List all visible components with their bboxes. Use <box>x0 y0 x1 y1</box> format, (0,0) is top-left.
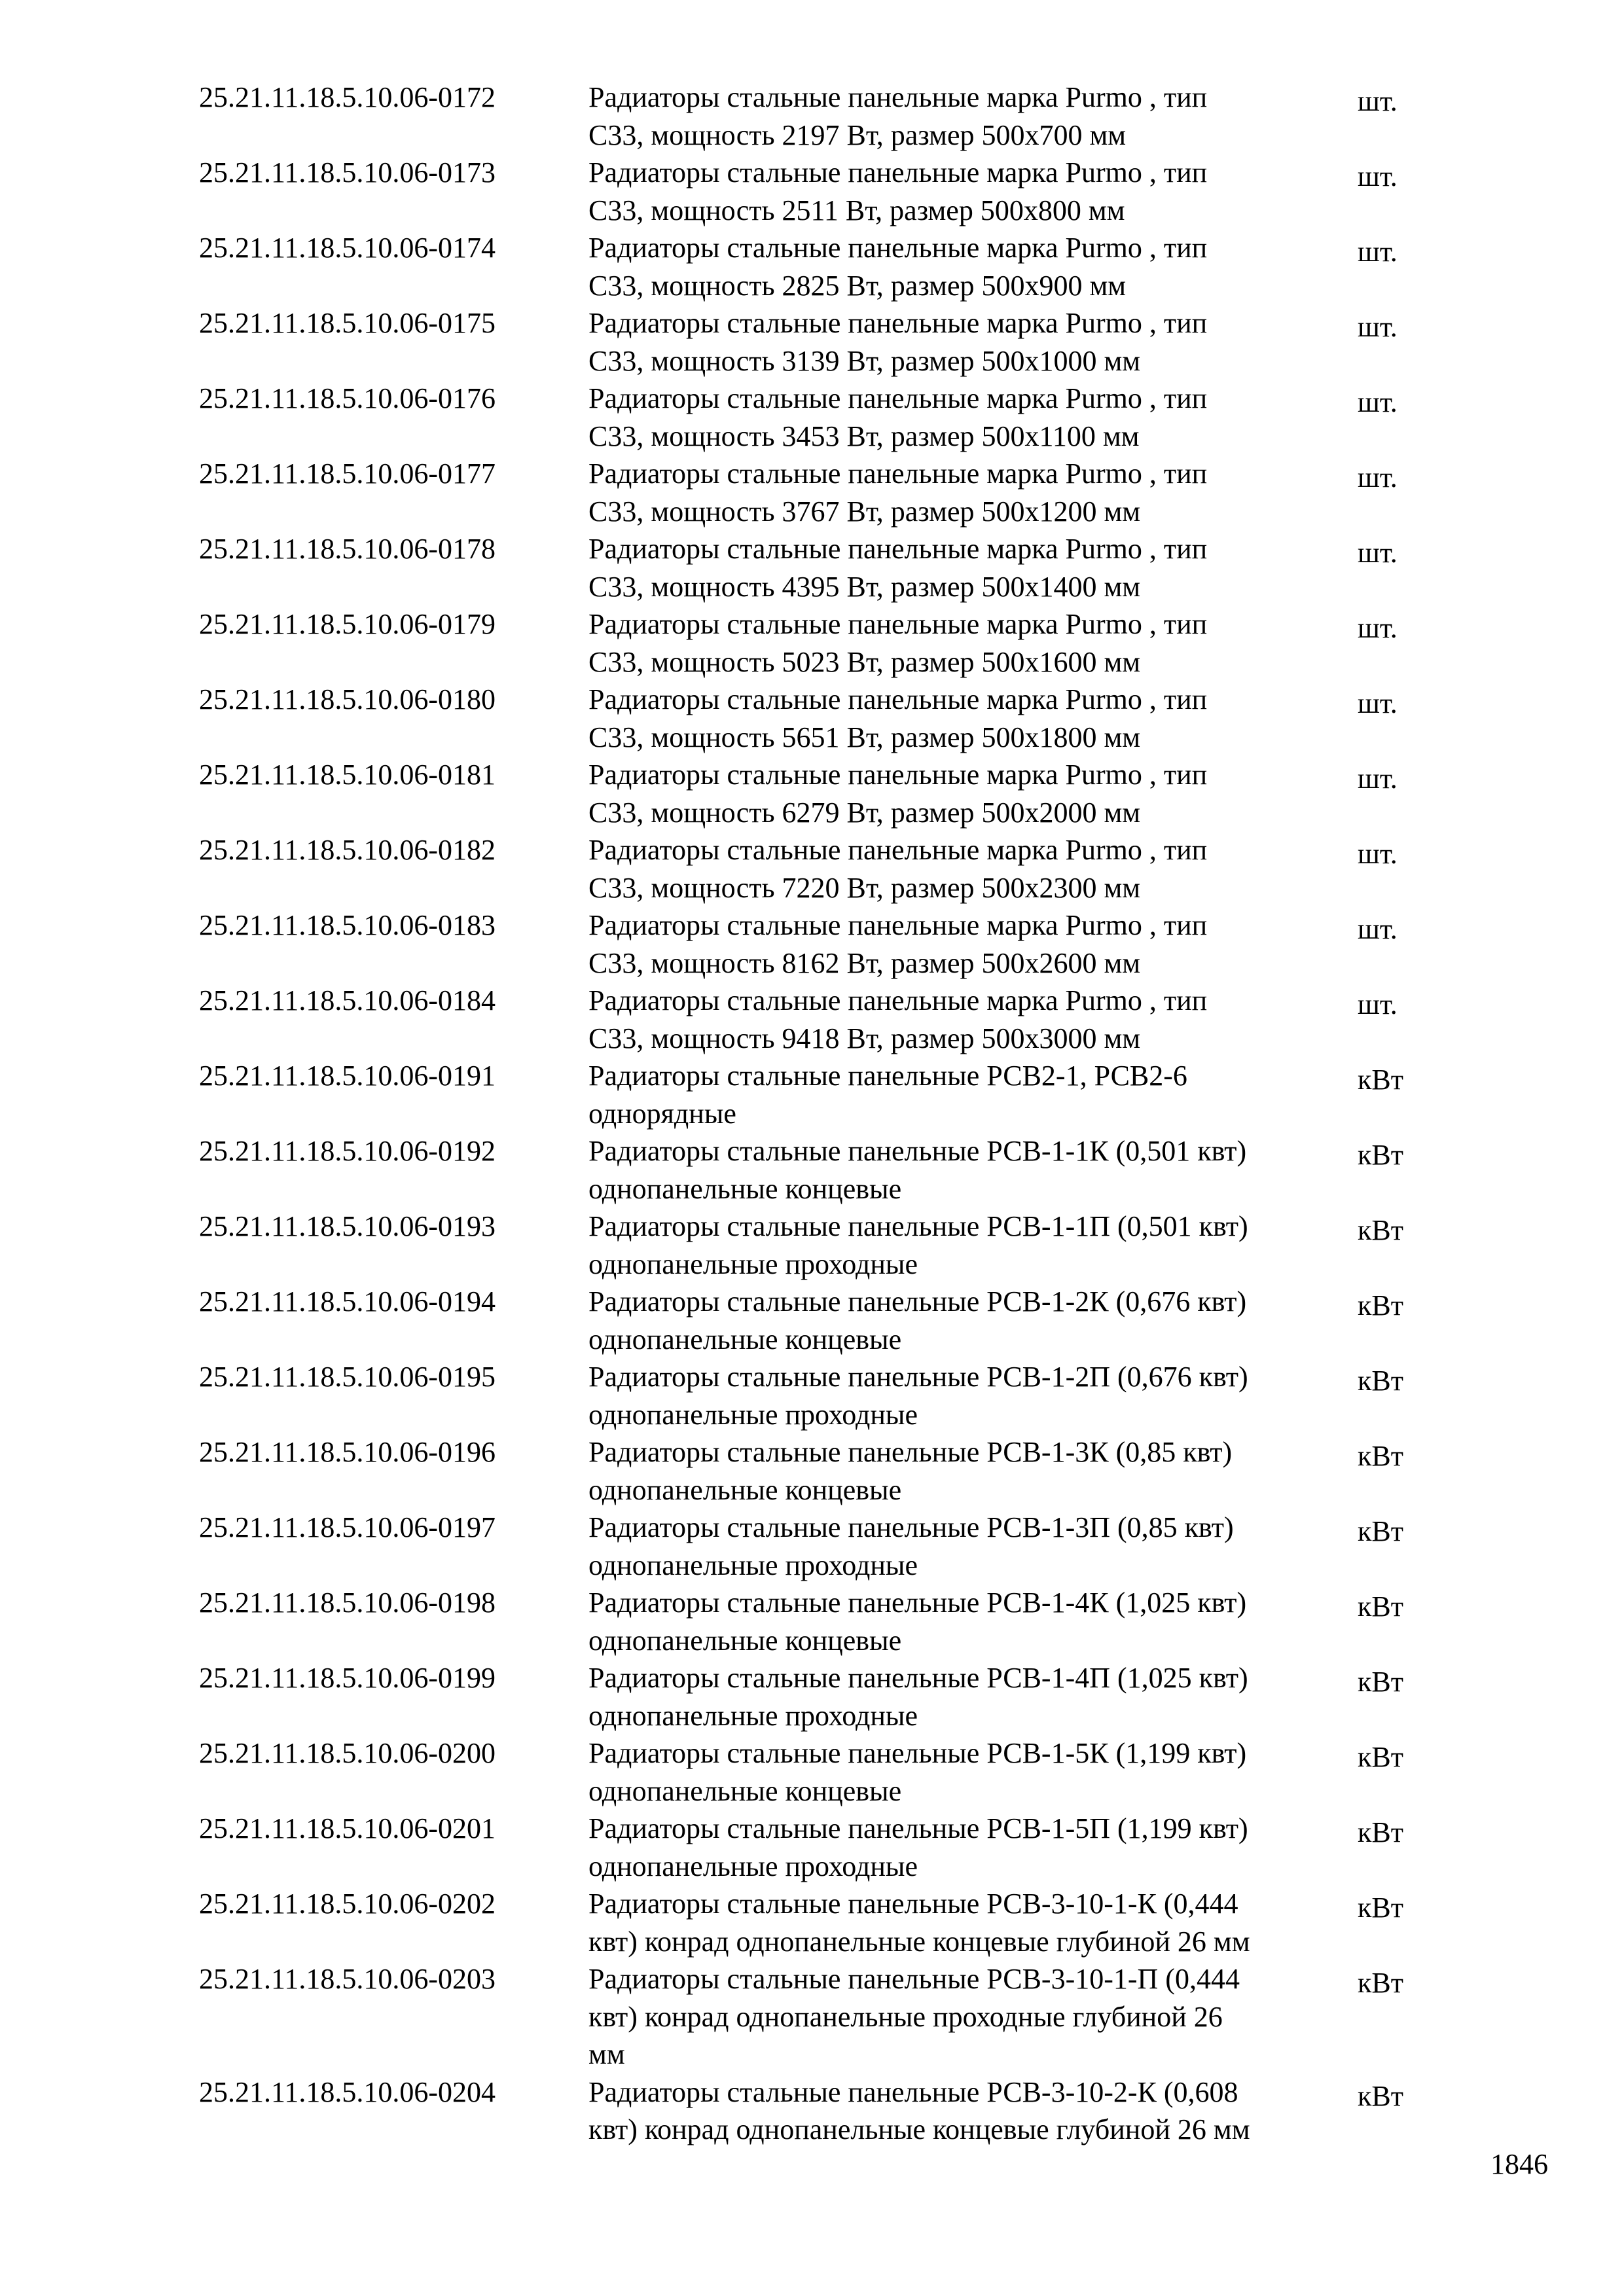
item-description: Радиаторы стальные панельные РСВ-1-1П (0,501 квт) однопанельные проходные <box>588 1210 1248 1280</box>
item-code: 25.21.11.18.5.10.06-0174 <box>199 232 496 264</box>
table-row <box>199 530 1443 605</box>
item-description: Радиаторы стальные панельные марка Purmo , тип С33, мощность 5651 Вт, размер 500х1800 мм <box>588 683 1208 753</box>
item-code: 25.21.11.18.5.10.06-0183 <box>199 909 496 941</box>
item-code: 25.21.11.18.5.10.06-0180 <box>199 683 496 715</box>
item-description: Радиаторы стальные панельные РСВ-3-10-1-П (0,444 квт) конрад однопанельные проходные глубиной 26 мм <box>588 1963 1240 2070</box>
table-row <box>199 1734 1443 1810</box>
item-description: Радиаторы стальные панельные РСВ-1-1К (0,501 квт) однопанельные концевые <box>588 1135 1247 1205</box>
table-row <box>199 380 1443 455</box>
item-description: Радиаторы стальные панельные РСВ-1-5П (1,199 квт) однопанельные проходные <box>588 1812 1248 1882</box>
item-code: 25.21.11.18.5.10.06-0178 <box>199 533 496 565</box>
table-row <box>199 304 1443 380</box>
table-row <box>199 229 1443 304</box>
item-code: 25.21.11.18.5.10.06-0179 <box>199 608 496 640</box>
item-description: Радиаторы стальные панельные РСВ-3-10-2-К (0,608 квт) конрад однопанельные концевые глубиной 26 мм <box>588 2075 1250 2145</box>
item-unit: кВт <box>1358 1741 1403 1773</box>
item-description: Радиаторы стальные панельные РСВ-1-2К (0,676 квт) однопанельные концевые <box>588 1285 1247 1355</box>
item-unit: кВт <box>1358 1666 1403 1698</box>
table-row <box>199 1584 1443 1659</box>
item-description: Радиаторы стальные панельные РСВ-1-2П (0,676 квт) однопанельные проходные <box>588 1361 1248 1431</box>
item-description: Радиаторы стальные панельные марка Purmo , тип С33, мощность 3767 Вт, размер 500х1200 мм <box>588 457 1208 528</box>
item-code: 25.21.11.18.5.10.06-0203 <box>199 1963 496 1995</box>
table-row <box>199 1433 1443 1509</box>
item-code: 25.21.11.18.5.10.06-0202 <box>199 1888 496 1920</box>
item-code: 25.21.11.18.5.10.06-0197 <box>199 1511 496 1543</box>
item-code: 25.21.11.18.5.10.06-0204 <box>199 2075 496 2108</box>
item-description: Радиаторы стальные панельные РСВ-1-4К (1,025 квт) однопанельные концевые <box>588 1587 1247 1657</box>
item-unit: шт. <box>1358 386 1398 418</box>
table-row <box>199 1659 1443 1734</box>
item-unit: кВт <box>1358 1064 1403 1096</box>
item-code: 25.21.11.18.5.10.06-0199 <box>199 1662 496 1694</box>
item-code: 25.21.11.18.5.10.06-0184 <box>199 984 496 1016</box>
table-row <box>199 1810 1443 1885</box>
item-unit: шт. <box>1358 612 1398 644</box>
item-unit: шт. <box>1358 311 1398 343</box>
item-unit: кВт <box>1358 1892 1403 1924</box>
item-code: 25.21.11.18.5.10.06-0195 <box>199 1361 496 1393</box>
item-code: 25.21.11.18.5.10.06-0198 <box>199 1587 496 1619</box>
item-unit: шт. <box>1358 160 1398 192</box>
item-code: 25.21.11.18.5.10.06-0181 <box>199 759 496 791</box>
item-unit: шт. <box>1358 988 1398 1020</box>
item-unit: шт. <box>1358 537 1398 569</box>
table-row <box>199 1960 1443 2073</box>
table-row <box>199 154 1443 229</box>
item-unit: шт. <box>1358 236 1398 268</box>
table-row <box>199 681 1443 756</box>
table-row <box>199 455 1443 530</box>
item-unit: кВт <box>1358 1440 1403 1472</box>
catalog-table <box>199 79 1443 2149</box>
table-row <box>199 1057 1443 1132</box>
item-description: Радиаторы стальные панельные марка Purmo , тип С33, мощность 2825 Вт, размер 500х900 мм <box>588 232 1208 302</box>
item-description: Радиаторы стальные панельные РСВ-3-10-1-К (0,444 квт) конрад однопанельные концевые глубиной 26 мм <box>588 1888 1250 1958</box>
item-description: Радиаторы стальные панельные РСВ2-1, РСВ2-6 однорядные <box>588 1060 1187 1130</box>
table-row <box>199 1283 1443 1358</box>
item-unit: кВт <box>1358 1590 1403 1623</box>
item-description: Радиаторы стальные панельные РСВ-1-4П (1,025 квт) однопанельные проходные <box>588 1662 1248 1732</box>
item-unit: кВт <box>1358 2079 1403 2112</box>
item-unit: кВт <box>1358 1365 1403 1397</box>
item-code: 25.21.11.18.5.10.06-0200 <box>199 1737 496 1769</box>
table-row <box>199 982 1443 1057</box>
item-code: 25.21.11.18.5.10.06-0194 <box>199 1285 496 1318</box>
item-code: 25.21.11.18.5.10.06-0201 <box>199 1812 496 1844</box>
item-code: 25.21.11.18.5.10.06-0192 <box>199 1135 496 1167</box>
table-row <box>199 1885 1443 1960</box>
item-code: 25.21.11.18.5.10.06-0173 <box>199 156 496 188</box>
item-code: 25.21.11.18.5.10.06-0191 <box>199 1060 496 1092</box>
item-unit: шт. <box>1358 85 1398 117</box>
table-row <box>199 1509 1443 1584</box>
item-description: Радиаторы стальные панельные марка Purmo , тип С33, мощность 7220 Вт, размер 500х2300 мм <box>588 834 1208 904</box>
item-description: Радиаторы стальные панельные марка Purmo , тип С33, мощность 6279 Вт, размер 500х2000 мм <box>588 759 1208 829</box>
item-description: Радиаторы стальные панельные марка Purmo , тип С33, мощность 9418 Вт, размер 500х3000 мм <box>588 984 1208 1054</box>
item-description: Радиаторы стальные панельные РСВ-1-3П (0,85 квт) однопанельные проходные <box>588 1511 1234 1581</box>
item-code: 25.21.11.18.5.10.06-0172 <box>199 81 496 113</box>
item-unit: шт. <box>1358 913 1398 945</box>
item-unit: шт. <box>1358 838 1398 870</box>
item-code: 25.21.11.18.5.10.06-0193 <box>199 1210 496 1242</box>
item-unit: кВт <box>1358 1967 1403 1999</box>
item-code: 25.21.11.18.5.10.06-0177 <box>199 457 496 490</box>
item-code: 25.21.11.18.5.10.06-0176 <box>199 382 496 414</box>
item-description: Радиаторы стальные панельные марка Purmo , тип С33, мощность 8162 Вт, размер 500х2600 мм <box>588 909 1208 979</box>
table-row <box>199 1132 1443 1208</box>
item-unit: шт. <box>1358 762 1398 795</box>
item-unit: шт. <box>1358 687 1398 719</box>
item-description: Радиаторы стальные панельные марка Purmo , тип С33, мощность 5023 Вт, размер 500х1600 мм <box>588 608 1208 678</box>
item-unit: кВт <box>1358 1515 1403 1547</box>
item-description: Радиаторы стальные панельные марка Purmo , тип С33, мощность 2511 Вт, размер 500х800 мм <box>588 156 1208 226</box>
item-unit: кВт <box>1358 1139 1403 1171</box>
item-unit: кВт <box>1358 1214 1403 1246</box>
item-description: Радиаторы стальные панельные РСВ-1-3К (0,85 квт) однопанельные концевые <box>588 1436 1233 1506</box>
table-row <box>199 2073 1443 2149</box>
table-row <box>199 1358 1443 1433</box>
page-number: 1846 <box>1490 2148 1548 2180</box>
table-row <box>199 906 1443 982</box>
item-description: Радиаторы стальные панельные марка Purmo , тип С33, мощность 2197 Вт, размер 500х700 мм <box>588 81 1208 151</box>
item-code: 25.21.11.18.5.10.06-0175 <box>199 307 496 339</box>
item-description: Радиаторы стальные панельные РСВ-1-5К (1,199 квт) однопанельные концевые <box>588 1737 1247 1807</box>
item-code: 25.21.11.18.5.10.06-0182 <box>199 834 496 866</box>
table-row <box>199 756 1443 831</box>
table-row <box>199 1208 1443 1283</box>
table-row <box>199 79 1443 154</box>
item-code: 25.21.11.18.5.10.06-0196 <box>199 1436 496 1468</box>
item-description: Радиаторы стальные панельные марка Purmo , тип С33, мощность 3453 Вт, размер 500х1100 мм <box>588 382 1208 452</box>
table-row <box>199 605 1443 681</box>
item-description: Радиаторы стальные панельные марка Purmo , тип С33, мощность 3139 Вт, размер 500х1000 мм <box>588 307 1208 377</box>
table-row <box>199 831 1443 906</box>
item-unit: кВт <box>1358 1289 1403 1321</box>
item-description: Радиаторы стальные панельные марка Purmo , тип С33, мощность 4395 Вт, размер 500х1400 мм <box>588 533 1208 603</box>
item-unit: кВт <box>1358 1816 1403 1848</box>
item-unit: шт. <box>1358 461 1398 493</box>
